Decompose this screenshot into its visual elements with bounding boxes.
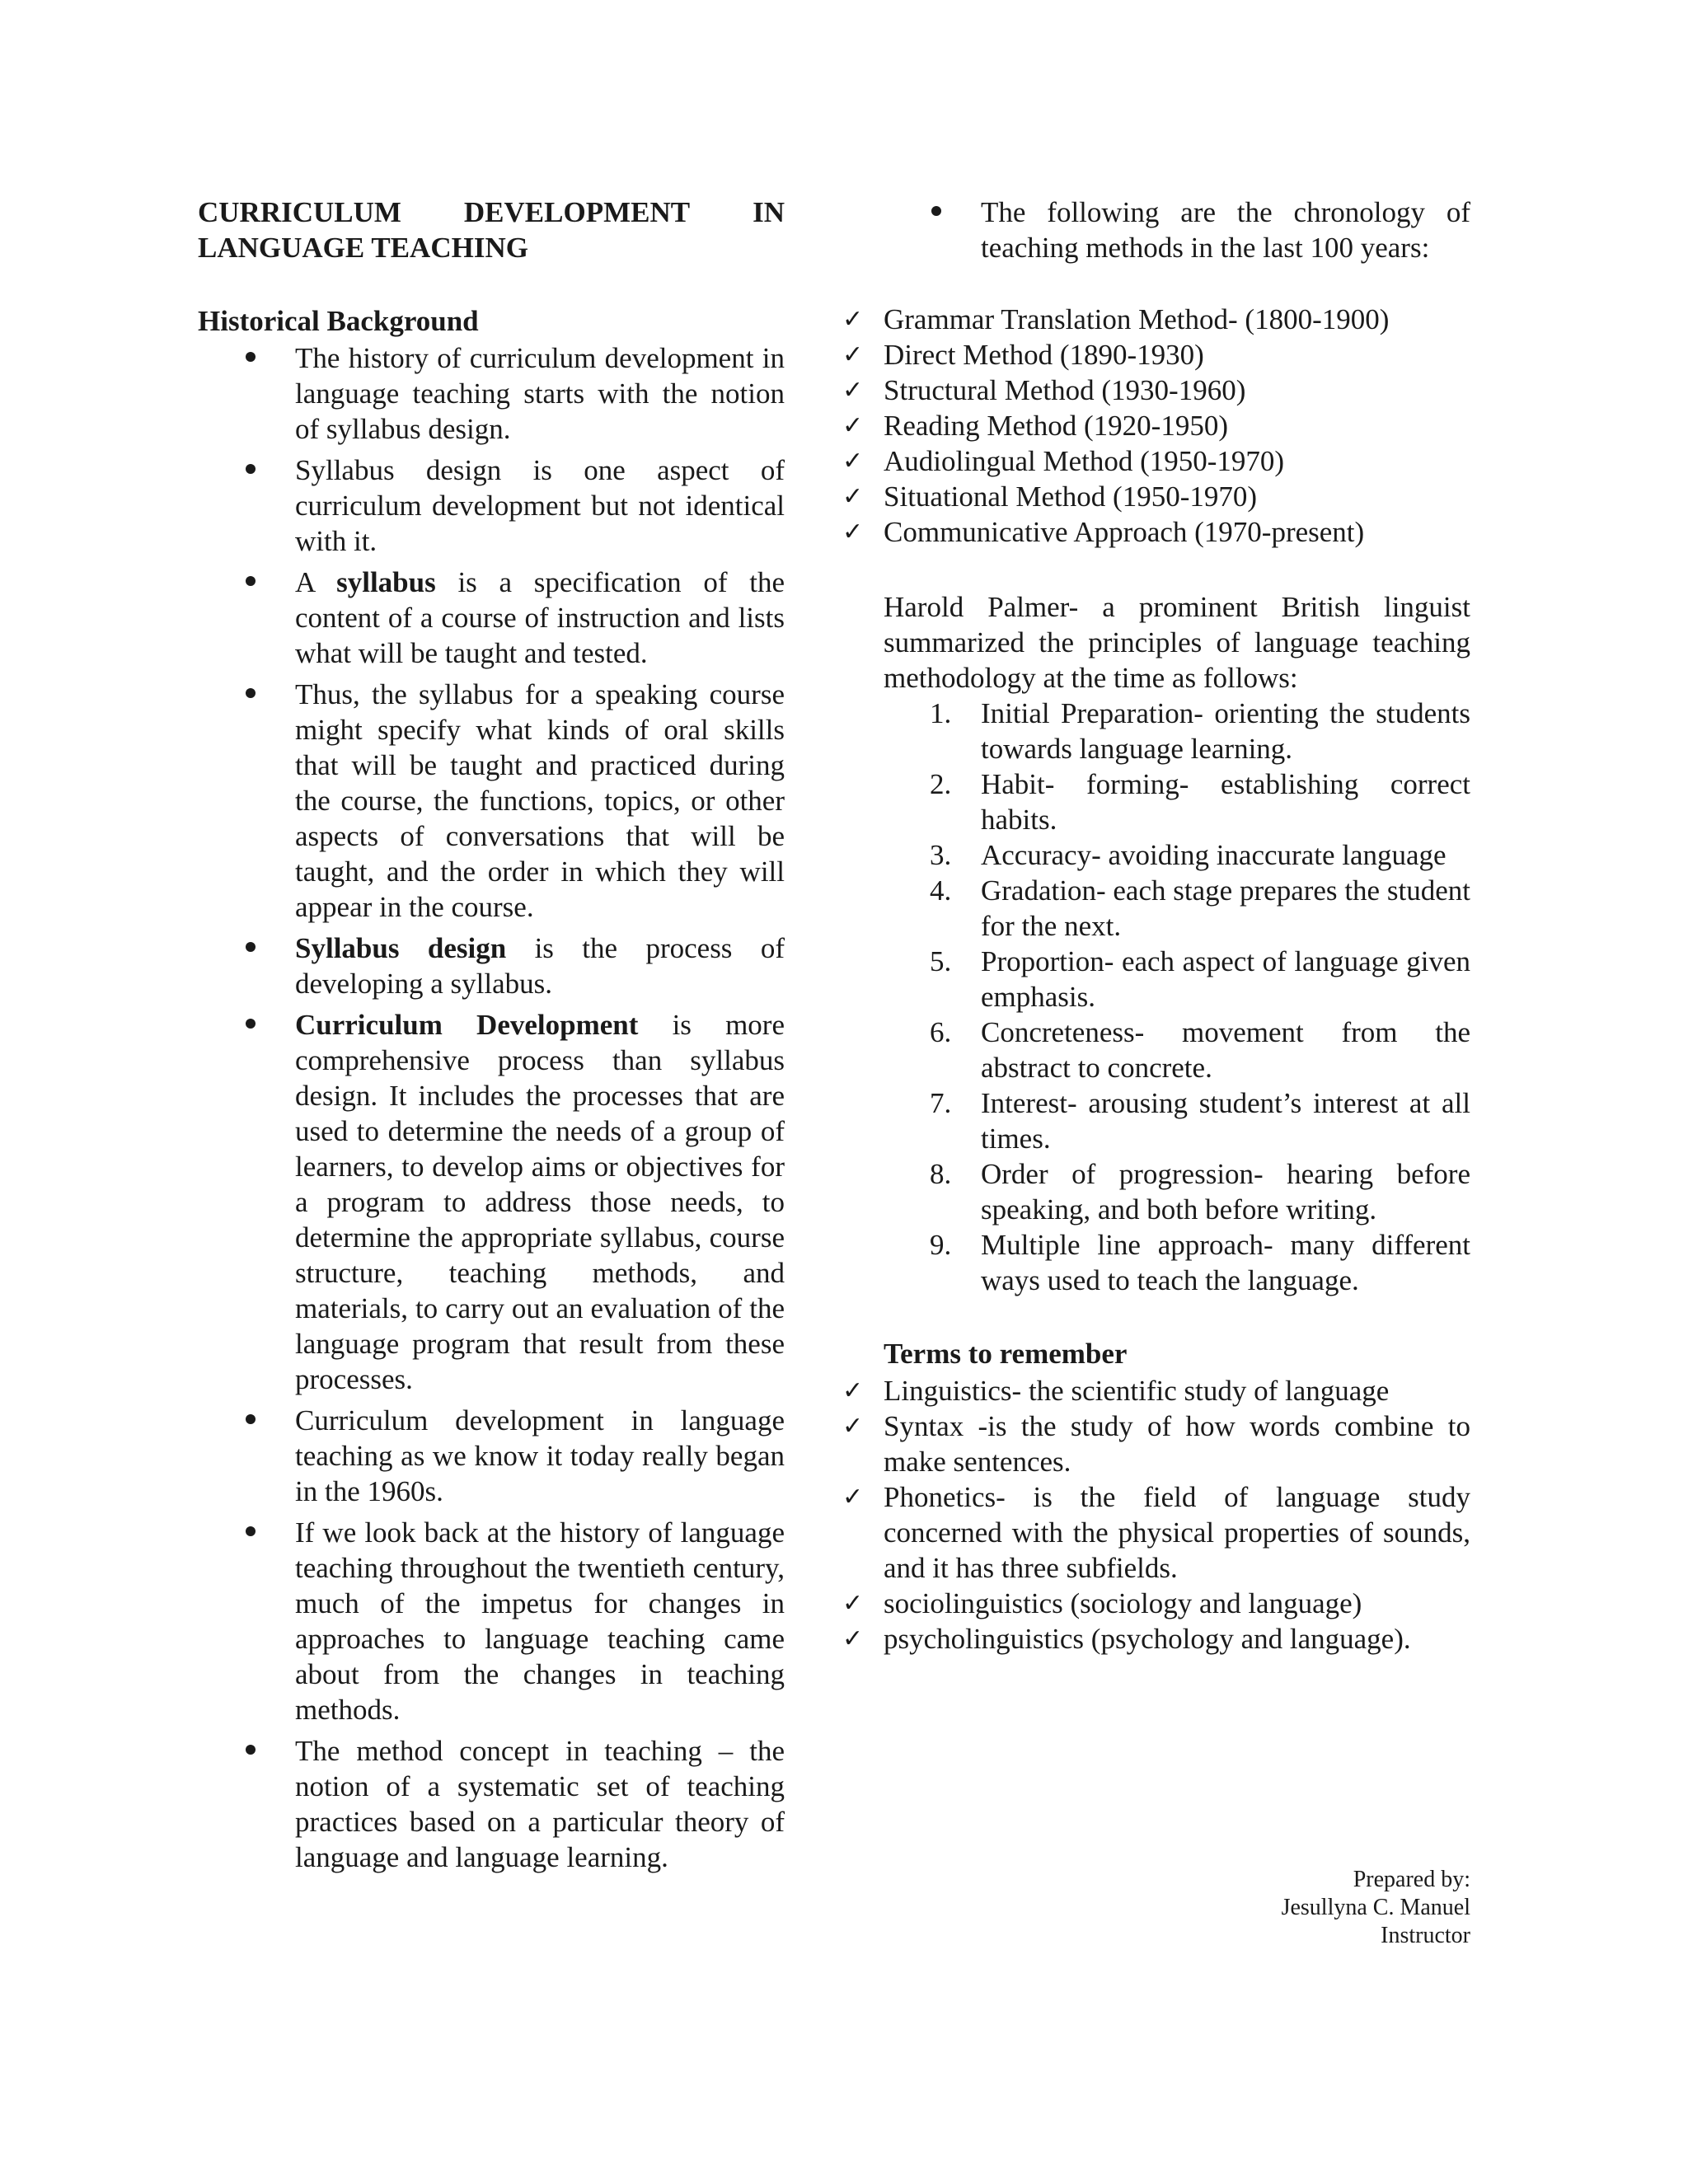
list-item: 9. Multiple line approach- many different ways used to teach the language. <box>930 1229 1470 1296</box>
checkmark-icon: ✓ <box>842 1589 864 1618</box>
terms-list <box>842 1373 1470 1657</box>
bullet-icon <box>246 1019 256 1029</box>
list-item: ✓ sociolinguistics (sociology and language) <box>842 1587 1362 1619</box>
checkmark-icon: ✓ <box>842 1412 864 1441</box>
list-item: Curriculum development in language teaching as we know it today really began in the 1960s. <box>295 1403 785 1509</box>
teaching-methods-list <box>842 302 1470 550</box>
right-column <box>842 194 1470 1657</box>
list-item: 6. Concreteness- movement from the abstract to concrete. <box>930 1016 1470 1084</box>
list-item: 8. Order of progression- hearing before speaking, and both before writing. <box>930 1158 1470 1226</box>
list-number: 3. <box>930 839 952 871</box>
checkmark-icon: ✓ <box>842 1483 864 1511</box>
bullet-icon <box>246 688 256 698</box>
list-item: The following are the chronology of teaching methods in the last 100 years: <box>981 194 1470 265</box>
list-number: 8. <box>930 1158 952 1190</box>
checkmark-icon: ✓ <box>842 1376 864 1405</box>
bullet-icon <box>931 206 941 216</box>
list-item: ✓ Grammar Translation Method- (1800-1900) <box>842 303 1390 335</box>
bullet-icon <box>246 942 256 952</box>
checkmark-icon: ✓ <box>842 305 864 334</box>
document-title <box>198 194 785 265</box>
bullet-icon <box>246 1414 256 1424</box>
bullet-icon <box>246 464 256 474</box>
checkmark-icon: ✓ <box>842 376 864 405</box>
list-item: A syllabus is a specification of the content of a course of instruction and lists what will be taught and tested. <box>295 565 785 671</box>
historical-bullet-list <box>198 340 785 1875</box>
checkmark-icon: ✓ <box>842 411 864 440</box>
list-item: 5. Proportion- each aspect of language given emphasis. <box>930 945 1470 1013</box>
title-word-3: IN <box>753 196 785 228</box>
title-word-2: DEVELOPMENT <box>463 196 691 228</box>
list-item: The history of curriculum development in language teaching starts with the notion of syllabus design. <box>295 340 785 447</box>
checkmark-icon: ✓ <box>842 340 864 369</box>
keyword: Curriculum Development <box>295 1009 639 1041</box>
list-item: ✓ Syntax -is the study of how words combine to make sentences. <box>842 1410 1470 1478</box>
bullet-icon <box>246 1526 256 1536</box>
list-number: 4. <box>930 874 952 907</box>
keyword: Syllabus design <box>295 932 507 964</box>
palmer-intro-paragraph: Harold Palmer- a prominent British linguist summarized the principles of language teaching methodology at the time as follows: <box>884 591 1470 694</box>
prepared-by-block <box>1282 1866 1470 1950</box>
list-item: ✓ Reading Method (1920-1950) <box>842 410 1228 442</box>
list-item: The method concept in teaching – the notion of a systematic set of teaching practices based on a particular theory of language and language learning. <box>295 1733 785 1875</box>
list-number: 9. <box>930 1229 952 1261</box>
keyword: syllabus <box>336 566 436 598</box>
list-item: ✓ Direct Method (1890-1930) <box>842 339 1204 371</box>
list-item: 3. Accuracy- avoiding inaccurate language <box>930 839 1447 871</box>
title-line-2: LANGUAGE TEACHING <box>198 232 528 264</box>
list-item: ✓ psycholinguistics (psychology and language). <box>842 1623 1411 1655</box>
list-item: Syllabus design is one aspect of curriculum development but not identical with it. <box>295 452 785 559</box>
list-item: ✓ Structural Method (1930-1960) <box>842 374 1246 406</box>
bullet-icon <box>246 352 256 362</box>
list-item: ✓ Linguistics- the scientific study of language <box>842 1375 1390 1407</box>
list-item: Curriculum Development is more comprehensive process than syllabus design. It includes the processes that are used to determine the needs of a group of learners, to develop aims or objectives for a program to address those needs, to determine the appropriate syllabus, course structure, teaching methods, and materials, to carry out an evaluation of the language program that result from these processes. <box>295 1007 785 1397</box>
title-line-1 <box>198 194 785 230</box>
terms-heading: Terms to remember <box>884 1338 1128 1370</box>
checkmark-icon: ✓ <box>842 1624 864 1653</box>
list-number: 6. <box>930 1016 952 1048</box>
author-name: Jesullyna C. Manuel <box>1281 1895 1470 1920</box>
list-number: 7. <box>930 1087 952 1119</box>
list-item: 4. Gradation- each stage prepares the student for the next. <box>930 874 1470 942</box>
list-item: Syllabus design is the process of developing a syllabus. <box>295 930 785 1001</box>
historical-background-heading: Historical Background <box>198 305 479 337</box>
list-number: 5. <box>930 945 952 977</box>
bullet-icon <box>246 576 256 586</box>
title-word-1: CURRICULUM <box>198 196 401 228</box>
checkmark-icon: ✓ <box>842 482 864 511</box>
list-number: 2. <box>930 768 952 800</box>
chronology-bullet <box>884 194 1470 265</box>
list-item: 2. Habit- forming- establishing correct habits. <box>930 768 1470 836</box>
list-item: Thus, the syllabus for a speaking course might specify what kinds of oral skills that will be taught and practiced during the course, the functions, topics, or other aspects of conversations that will be taught, and the order in which they will appear in the course. <box>295 677 785 925</box>
list-item: 7. Interest- arousing student’s interest at all times. <box>930 1087 1470 1155</box>
author-role: Instructor <box>1381 1923 1470 1948</box>
list-item: ✓ Situational Method (1950-1970) <box>842 480 1258 513</box>
list-item: 1. Initial Preparation- orienting the students towards language learning. <box>930 697 1470 765</box>
left-column <box>198 194 785 1881</box>
palmer-principles-list <box>884 696 1470 1298</box>
prepared-by-label: Prepared by: <box>1353 1867 1470 1892</box>
bullet-icon <box>246 1745 256 1755</box>
list-item: ✓ Audiolingual Method (1950-1970) <box>842 445 1285 477</box>
checkmark-icon: ✓ <box>842 447 864 476</box>
list-item: ✓ Communicative Approach (1970-present) <box>842 516 1365 548</box>
list-item: ✓ Phonetics- is the field of language study concerned with the physical properties of sounds, and it has three subfields. <box>842 1481 1470 1584</box>
checkmark-icon: ✓ <box>842 518 864 546</box>
list-number: 1. <box>930 697 952 729</box>
list-item: If we look back at the history of language teaching throughout the twentieth century, much of the impetus for changes in approaches to language teaching came about from the changes in teaching methods. <box>295 1515 785 1727</box>
